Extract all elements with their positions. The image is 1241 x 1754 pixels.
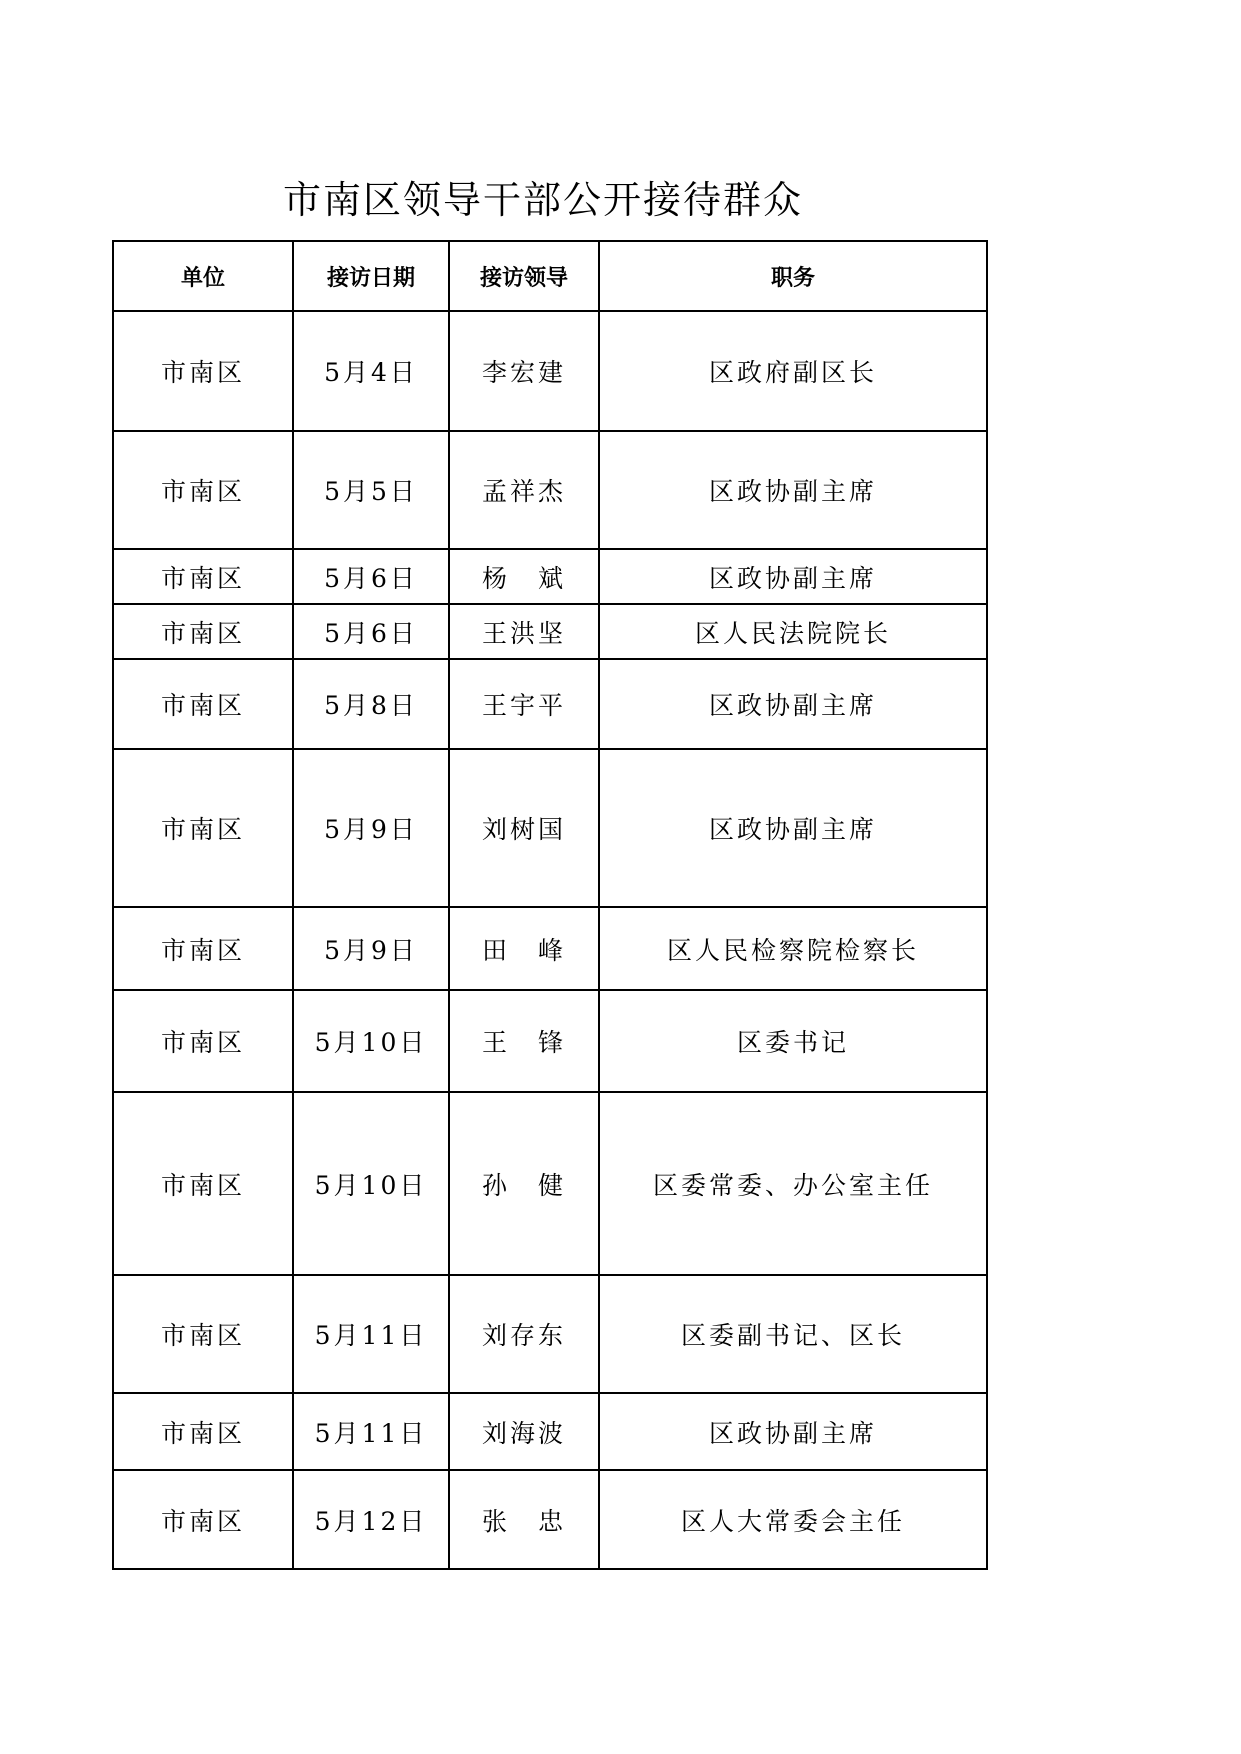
unit-cell: 市南区 [113, 1275, 293, 1393]
table-row [113, 1470, 987, 1569]
unit-cell: 市南区 [113, 311, 293, 431]
leader-cell: 王宇平 [449, 659, 599, 749]
date-cell: 5月11日 [293, 1393, 449, 1470]
unit-cell: 市南区 [113, 659, 293, 749]
leader-cell: 王 锋 [449, 990, 599, 1092]
position-cell: 区人大常委会主任 [599, 1470, 987, 1569]
date-cell: 5月12日 [293, 1470, 449, 1569]
leader-cell: 李宏建 [449, 311, 599, 431]
column-header-position: 职务 [599, 241, 987, 311]
position-cell: 区政府副区长 [599, 311, 987, 431]
position-cell: 区政协副主席 [599, 431, 987, 549]
unit-cell: 市南区 [113, 431, 293, 549]
unit-cell: 市南区 [113, 604, 293, 659]
table-header-row [113, 241, 987, 311]
column-header-unit: 单位 [113, 241, 293, 311]
leader-cell: 孙 健 [449, 1092, 599, 1275]
leader-cell: 王洪坚 [449, 604, 599, 659]
unit-cell: 市南区 [113, 907, 293, 990]
date-cell: 5月10日 [293, 1092, 449, 1275]
date-cell: 5月6日 [293, 549, 449, 604]
unit-cell: 市南区 [113, 1470, 293, 1569]
date-cell: 5月10日 [293, 990, 449, 1092]
unit-cell: 市南区 [113, 1393, 293, 1470]
table-row [113, 907, 987, 990]
date-cell: 5月4日 [293, 311, 449, 431]
leader-cell: 刘存东 [449, 1275, 599, 1393]
unit-cell: 市南区 [113, 749, 293, 907]
title-container [100, 168, 986, 232]
leader-cell: 杨 斌 [449, 549, 599, 604]
leader-cell: 田 峰 [449, 907, 599, 990]
position-cell: 区委副书记、区长 [599, 1275, 987, 1393]
position-cell: 区人民检察院检察长 [599, 907, 987, 990]
table-row [113, 431, 987, 549]
unit-cell: 市南区 [113, 990, 293, 1092]
leader-cell: 张 忠 [449, 1470, 599, 1569]
date-cell: 5月9日 [293, 749, 449, 907]
table-row [113, 659, 987, 749]
position-cell: 区政协副主席 [599, 749, 987, 907]
date-cell: 5月6日 [293, 604, 449, 659]
table-row [113, 749, 987, 907]
table-row [113, 1092, 987, 1275]
reception-schedule-table [112, 240, 988, 1570]
date-cell: 5月5日 [293, 431, 449, 549]
unit-cell: 市南区 [113, 1092, 293, 1275]
table-row [113, 1393, 987, 1470]
table-row [113, 1275, 987, 1393]
leader-cell: 刘海波 [449, 1393, 599, 1470]
date-cell: 5月9日 [293, 907, 449, 990]
table-row [113, 990, 987, 1092]
page-title: 市南区领导干部公开接待群众 [282, 178, 803, 222]
position-cell: 区委书记 [599, 990, 987, 1092]
position-cell: 区人民法院院长 [599, 604, 987, 659]
position-cell: 区政协副主席 [599, 1393, 987, 1470]
table-row [113, 604, 987, 659]
date-cell: 5月11日 [293, 1275, 449, 1393]
position-cell: 区政协副主席 [599, 549, 987, 604]
leader-cell: 刘树国 [449, 749, 599, 907]
unit-cell: 市南区 [113, 549, 293, 604]
date-cell: 5月8日 [293, 659, 449, 749]
position-cell: 区政协副主席 [599, 659, 987, 749]
position-cell: 区委常委、办公室主任 [599, 1092, 987, 1275]
column-header-leader: 接访领导 [449, 241, 599, 311]
table-row [113, 549, 987, 604]
column-header-date: 接访日期 [293, 241, 449, 311]
leader-cell: 孟祥杰 [449, 431, 599, 549]
table-row [113, 311, 987, 431]
